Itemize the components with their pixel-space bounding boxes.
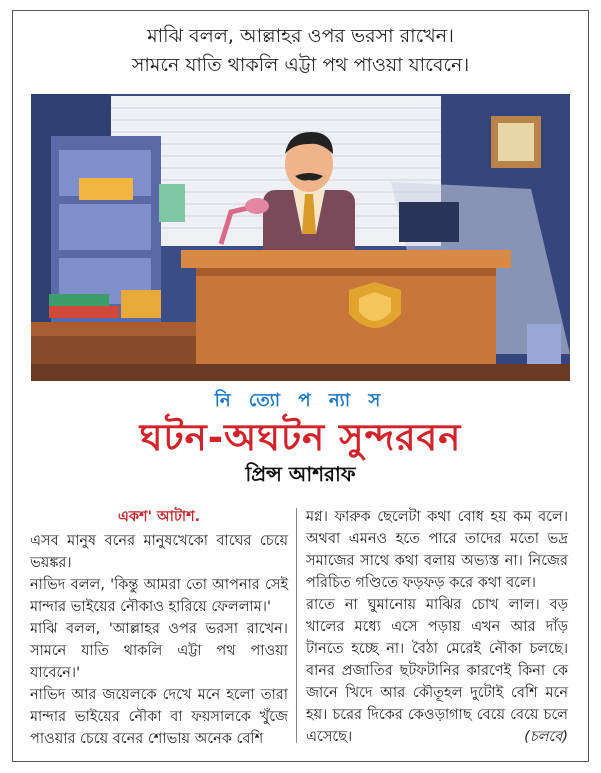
top-pull-quote	[12, 22, 589, 80]
paragraph-text: রাতে না ঘুমানোয় মাঝির চোখ লাল। বড় খালের মধ্যে এসে পড়ায় এখন আর দাঁড় টানতে হচ্ছে না। বৈঠা মেরেই নৌকা চলছে। বানর প্রজাতির ছটফটানির কারণেই কিনা কে জানে খিদে আর কৌতূহল দুটোই বেশি মনে হয়। চরের দিকের কেওড়াগাছ বেয়ে বেয়ে চলে এসেছে।	[306, 597, 568, 745]
column-divider	[296, 508, 297, 743]
continued-label: (চলবে)	[524, 729, 568, 745]
pull-quote-line-2: সামনে যাতি থাকলি এট্টা পথ পাওয়া যাবেনে।	[131, 54, 470, 76]
paragraph	[306, 594, 568, 748]
paragraph: মগ্ন। ফারুক ছেলেটা কথা বোধ হয় কম বলে। অথবা এমনও হতে পারে তাদের মতো ভদ্র সমাজের সাথে কথা বলায় অভ্যস্ত না। নিজের পরিচিত গণ্ডিতে ফড়ফড় করে কথা বলে।	[306, 509, 568, 591]
desk-front	[196, 268, 496, 373]
author-name: প্রিন্স আশরাফ	[245, 462, 356, 486]
article-column-left	[30, 506, 288, 750]
paragraph: মাঝি বলল, 'আল্লাহর ওপর ভরসা রাখেন। সামনে যাতি থাকলি এট্টা পথ পাওয়া যাবেনে।'	[30, 621, 288, 681]
detective-office-illustration	[31, 94, 570, 381]
paragraph: নাভিদ বলল, 'কিন্তু আমরা তো আপনার সেই মান্দার ভাইয়ের নৌকাও হারিয়ে ফেললাম।'	[30, 577, 288, 615]
pull-quote-line-1: মাঝি বলল, আল্লাহর ওপর ভরসা রাখেন।	[147, 25, 454, 47]
story-title: ঘটন-অঘটন সুন্দরবন	[139, 416, 462, 459]
desk-top	[181, 250, 511, 268]
paragraph: এসব মানুষ বনের মানুষখেকো বাঘের চেয়ে ভয়ঙ্কর।	[30, 533, 288, 571]
series-label: নি ত্যো প ন্যা স	[214, 390, 387, 411]
article-column-right	[306, 506, 568, 748]
paragraph: নাভিদ আর জয়েলকে দেখে মনে হলো তারা মান্দার ভাইয়ের নৌকা বা ফয়সালকে খুঁজে পাওয়ার চেয়ে বনের শোভায় অনেক বেশি	[30, 687, 288, 747]
episode-label: একশ' আটাশ.	[117, 509, 201, 525]
